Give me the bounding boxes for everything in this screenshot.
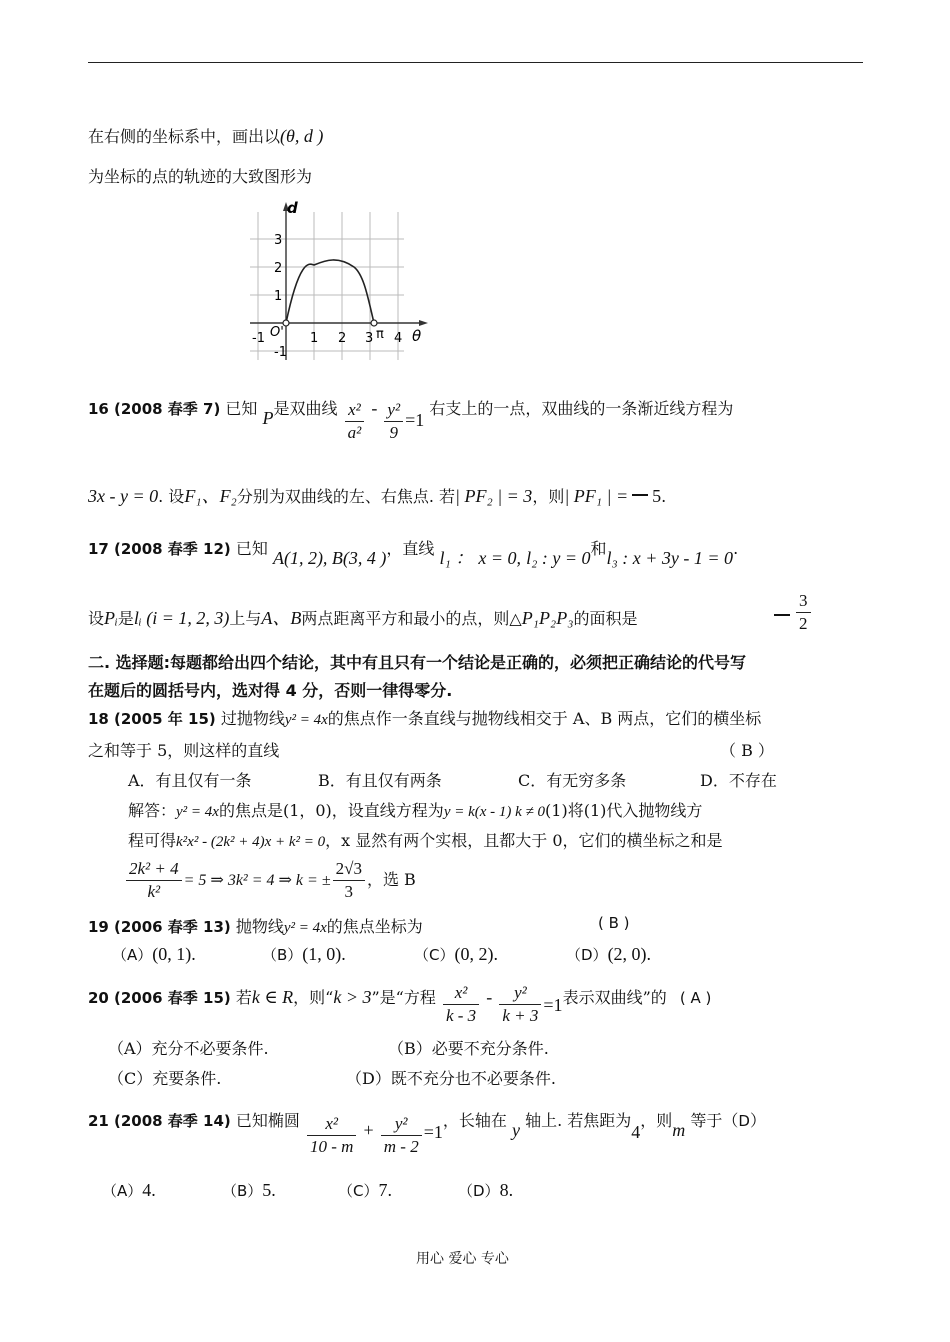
- q16-text-3: 右支上的一点，双曲线的一条渐近线方程为: [429, 399, 734, 418]
- q21-equals: =1: [423, 1122, 443, 1142]
- q20-k-gt-3: k > 3: [333, 987, 372, 1007]
- q18-number: 18: [88, 710, 109, 728]
- q20-text-3: ”是“方程: [371, 988, 436, 1007]
- header-rule: [88, 62, 863, 63]
- q21-option-b: （B）5.: [222, 1180, 276, 1200]
- q19-equation: y² = 4x: [283, 920, 327, 936]
- q20-k-in-r: k ∈ R: [251, 987, 294, 1007]
- q17-li: lᵢ (i = 1, 2, 3): [133, 608, 230, 628]
- q17-l1-equation: x = 0,: [478, 548, 522, 568]
- q16-equals: =1: [405, 410, 425, 430]
- d-axis-label: d: [287, 199, 298, 217]
- q18-solution-text-2: (1)将(1)代入抛物线方: [545, 801, 703, 820]
- q16-point-p: P: [262, 408, 274, 428]
- q18-text: 过抛物线: [220, 709, 285, 728]
- origin-label: O': [270, 325, 284, 340]
- q17-text-2: ，直线: [386, 539, 435, 558]
- q16-text-5: 分别为双曲线的左、右焦点. 若: [236, 487, 456, 506]
- q16-text-2: 是双曲线: [273, 399, 338, 418]
- q20-source: (2006 春季 15): [113, 989, 231, 1007]
- x-tick-2: 2: [338, 331, 347, 346]
- q18-option-c: C．有无穷多条: [518, 771, 627, 790]
- q20-option-a: （A）充分不必要条件.: [108, 1039, 269, 1058]
- q21-text-2: ，长轴在: [442, 1111, 507, 1130]
- intro-line-1: [88, 124, 323, 147]
- q17-text-6: 上与: [229, 609, 262, 628]
- q18-solution-text-3: 程可得: [128, 831, 177, 850]
- q18-solution-fraction-2: $\frac{2√3}{3}$: [333, 858, 365, 903]
- q18-text-2: 的焦点作一条直线与抛物线相交于 A、B 两点，它们的横坐标: [327, 709, 762, 728]
- q18-solution-text-4: ，x 显然有两个实根，且都大于 0，它们的横坐标之和是: [325, 831, 723, 850]
- q21-fraction-2: $\frac{\text{y²}}{m - 2}$: [381, 1113, 422, 1158]
- q19-number: 19: [88, 918, 109, 936]
- x-tick-neg1: -1: [252, 331, 265, 346]
- q17-text-8: 的面积是: [573, 609, 638, 628]
- q18-line-1: [88, 706, 761, 729]
- q21-option-d: （D）8.: [458, 1180, 514, 1200]
- q17-text-4: 设: [88, 609, 105, 628]
- q21-plus: +: [363, 1120, 374, 1140]
- q18-source: (2005 年 15): [113, 710, 216, 728]
- q20-text-2: ，则“: [293, 988, 334, 1007]
- intro-text: 在右侧的坐标系中，画出以: [88, 127, 281, 146]
- q18-solution-text: 的焦点是(1，0)，设直线方程为: [218, 801, 444, 820]
- q18-solution-eq: y² = 4x: [176, 804, 219, 820]
- intro-line-2: [88, 164, 312, 187]
- page-footer: 用心 爱心 专心: [416, 1251, 509, 1267]
- q18-option-d: D．不存在: [700, 771, 777, 790]
- q17-text-3: 和: [590, 539, 607, 558]
- q20-fraction-1: $\frac{\text{x²}}{k - 3}$: [443, 982, 479, 1027]
- q16-pf2: | PF₂ | = 3: [455, 486, 533, 506]
- coord-expression: (θ, d ): [280, 126, 324, 146]
- q17-line-l1: l₁ ：: [439, 548, 474, 568]
- open-point-origin: [283, 320, 289, 326]
- open-point-pi: [371, 320, 377, 326]
- y-tick-3: 3: [274, 233, 283, 248]
- q17-text-5: 是: [117, 609, 134, 628]
- q17-dot: .: [733, 539, 739, 558]
- q17-text-7: 两点距离平方和最小的点，则△: [301, 609, 522, 628]
- q17-ab: A、B: [261, 608, 302, 628]
- q21-text-6: ）: [749, 1111, 766, 1130]
- q19-line-1: [88, 914, 423, 937]
- q20-text-4: 表示双曲线”的: [562, 988, 667, 1007]
- q21-text-5: 等于（: [690, 1111, 739, 1130]
- q18-solution-line-3: [124, 858, 416, 903]
- q16-line-1: [88, 396, 733, 444]
- q19-option-c: （C）(0, 2).: [414, 944, 498, 964]
- q16-fraction-2: $\frac{\text{y²}}{9}$: [384, 399, 403, 444]
- q16-text-6: ，则: [532, 487, 565, 506]
- q20-text: 若: [235, 988, 252, 1007]
- q20-option-c: （C）充要条件.: [108, 1069, 222, 1088]
- q20-number: 20: [88, 989, 109, 1007]
- q17-points: A(1, 2), B(3, 4 ): [272, 548, 387, 568]
- q21-four: 4: [631, 1122, 641, 1142]
- q16-text-4: . 设: [158, 487, 185, 506]
- section-2-heading-1: 二. 选择题:每题都给出四个结论，其中有且只有一个结论是正确的，必须把正确结论的代号写: [88, 653, 747, 672]
- q18-answer: （ B ）: [720, 741, 774, 760]
- q17-line-1: [88, 534, 739, 568]
- q16-pf1: | PF₁ | =: [564, 486, 629, 506]
- q18-solution-label: 解答：: [128, 801, 177, 820]
- q21-m: m: [672, 1120, 686, 1140]
- q17-triangle: P₁P₂P₃: [521, 608, 574, 628]
- q18-line-2: 之和等于 5，则这样的直线: [88, 741, 280, 760]
- theta-axis-label: θ: [412, 327, 422, 345]
- q17-text: 已知: [235, 539, 268, 558]
- q20-minus: -: [486, 987, 493, 1007]
- q21-y: y: [511, 1120, 520, 1140]
- q16-source: (2008 春季 7): [113, 400, 221, 418]
- q16-asymptote: 3x - y = 0: [88, 486, 159, 506]
- q18-solution-eq-2: y = k(x - 1) k ≠ 0: [443, 804, 546, 820]
- q20-answer: ( A ): [679, 989, 712, 1007]
- q20-fraction-2: $\frac{\text{y²}}{k + 3}$: [499, 982, 541, 1027]
- q19-text-2: 的焦点坐标为: [326, 917, 423, 936]
- q17-l2-equation: l₂ : y = 0: [526, 548, 591, 568]
- x-tick-1: 1: [310, 331, 319, 346]
- q21-answer: D: [738, 1112, 750, 1130]
- q16-line-2: [88, 482, 666, 508]
- q18-option-b: B．有且仅有两条: [318, 771, 442, 790]
- section-2-heading-2: 在题后的圆括号内，选对得 4 分，否则一律得零分.: [88, 681, 453, 700]
- q20-equals: =1: [543, 995, 563, 1015]
- q16-dot: .: [661, 487, 667, 506]
- q21-option-a: （A）4.: [102, 1180, 156, 1200]
- q18-solution-eq-4: = 5 ⇒ 3k² = 4 ⇒ k = ±: [183, 872, 331, 889]
- y-tick-neg1: -1: [274, 345, 287, 360]
- q20-option-b: （B）必要不充分条件.: [388, 1039, 549, 1058]
- q17-number: 17: [88, 540, 109, 558]
- intro-text-2: 为坐标的点的轨迹的大致图形为: [88, 167, 313, 186]
- q21-number: 21: [88, 1112, 109, 1130]
- q18-solution-line-2: [128, 828, 723, 851]
- trajectory-graph: [248, 198, 438, 366]
- q20-option-d: （D）既不充分也不必要条件.: [346, 1069, 556, 1088]
- pi-label: π: [376, 327, 384, 342]
- theta-axis-arrow-icon: [419, 320, 428, 326]
- q20-line-1: [88, 982, 711, 1027]
- q19-answer: ( B ): [598, 914, 630, 932]
- q19-option-a: （A）(0, 1).: [112, 944, 196, 964]
- q19-option-b: （B）(1, 0).: [262, 944, 346, 964]
- q19-text: 抛物线: [235, 917, 284, 936]
- q17-pi: Pᵢ: [104, 608, 118, 628]
- x-tick-4: 4: [394, 331, 403, 346]
- q19-option-d: （D）(2, 0).: [566, 944, 652, 964]
- q16-answer-blank: [632, 494, 648, 496]
- q16-minus: -: [371, 398, 378, 418]
- q16-answer: 5: [652, 486, 662, 506]
- q19-source: (2006 春季 13): [113, 918, 231, 936]
- q18-solution-text-5: ，选 B: [366, 870, 416, 889]
- q16-fraction-1: $\frac{\text{x²}}{\text{a²}}$: [345, 399, 365, 444]
- x-tick-3: 3: [365, 331, 374, 346]
- q21-text-3: 轴上. 若焦距为: [525, 1111, 632, 1130]
- trajectory-curve: [286, 260, 374, 323]
- q17-answer-fraction: $\frac{3}{2}$: [796, 590, 811, 635]
- q17-line-2: [88, 604, 637, 630]
- q21-text: 已知椭圆: [235, 1111, 300, 1130]
- q17-answer-blank: [774, 614, 790, 616]
- q18-solution-line-1: [128, 798, 702, 821]
- q18-solution-fraction-1: $\frac{\text{2k² + 4}}{\text{k²}}$: [126, 858, 182, 903]
- q21-option-c: （C）7.: [338, 1180, 392, 1200]
- q21-line-1: [88, 1108, 766, 1158]
- y-tick-1: 1: [274, 289, 283, 304]
- q18-equation: y² = 4x: [284, 712, 328, 728]
- q18-option-a: A．有且仅有一条: [128, 771, 252, 790]
- q21-source: (2008 春季 14): [113, 1112, 231, 1130]
- y-tick-2: 2: [274, 261, 283, 276]
- q18-solution-eq-3: k²x² - (2k² + 4)x + k² = 0: [176, 834, 326, 850]
- q17-l3-equation: l₃ : x + 3y - 1 = 0: [606, 548, 734, 568]
- q17-source: (2008 春季 12): [113, 540, 231, 558]
- q21-fraction-1: $\frac{\text{x²}}{10 - m}$: [307, 1113, 356, 1158]
- q21-text-4: ，则: [640, 1111, 673, 1130]
- q16-text: 已知: [225, 399, 258, 418]
- q16-foci: F₁、F₂: [184, 486, 237, 506]
- q16-number: 16: [88, 400, 109, 418]
